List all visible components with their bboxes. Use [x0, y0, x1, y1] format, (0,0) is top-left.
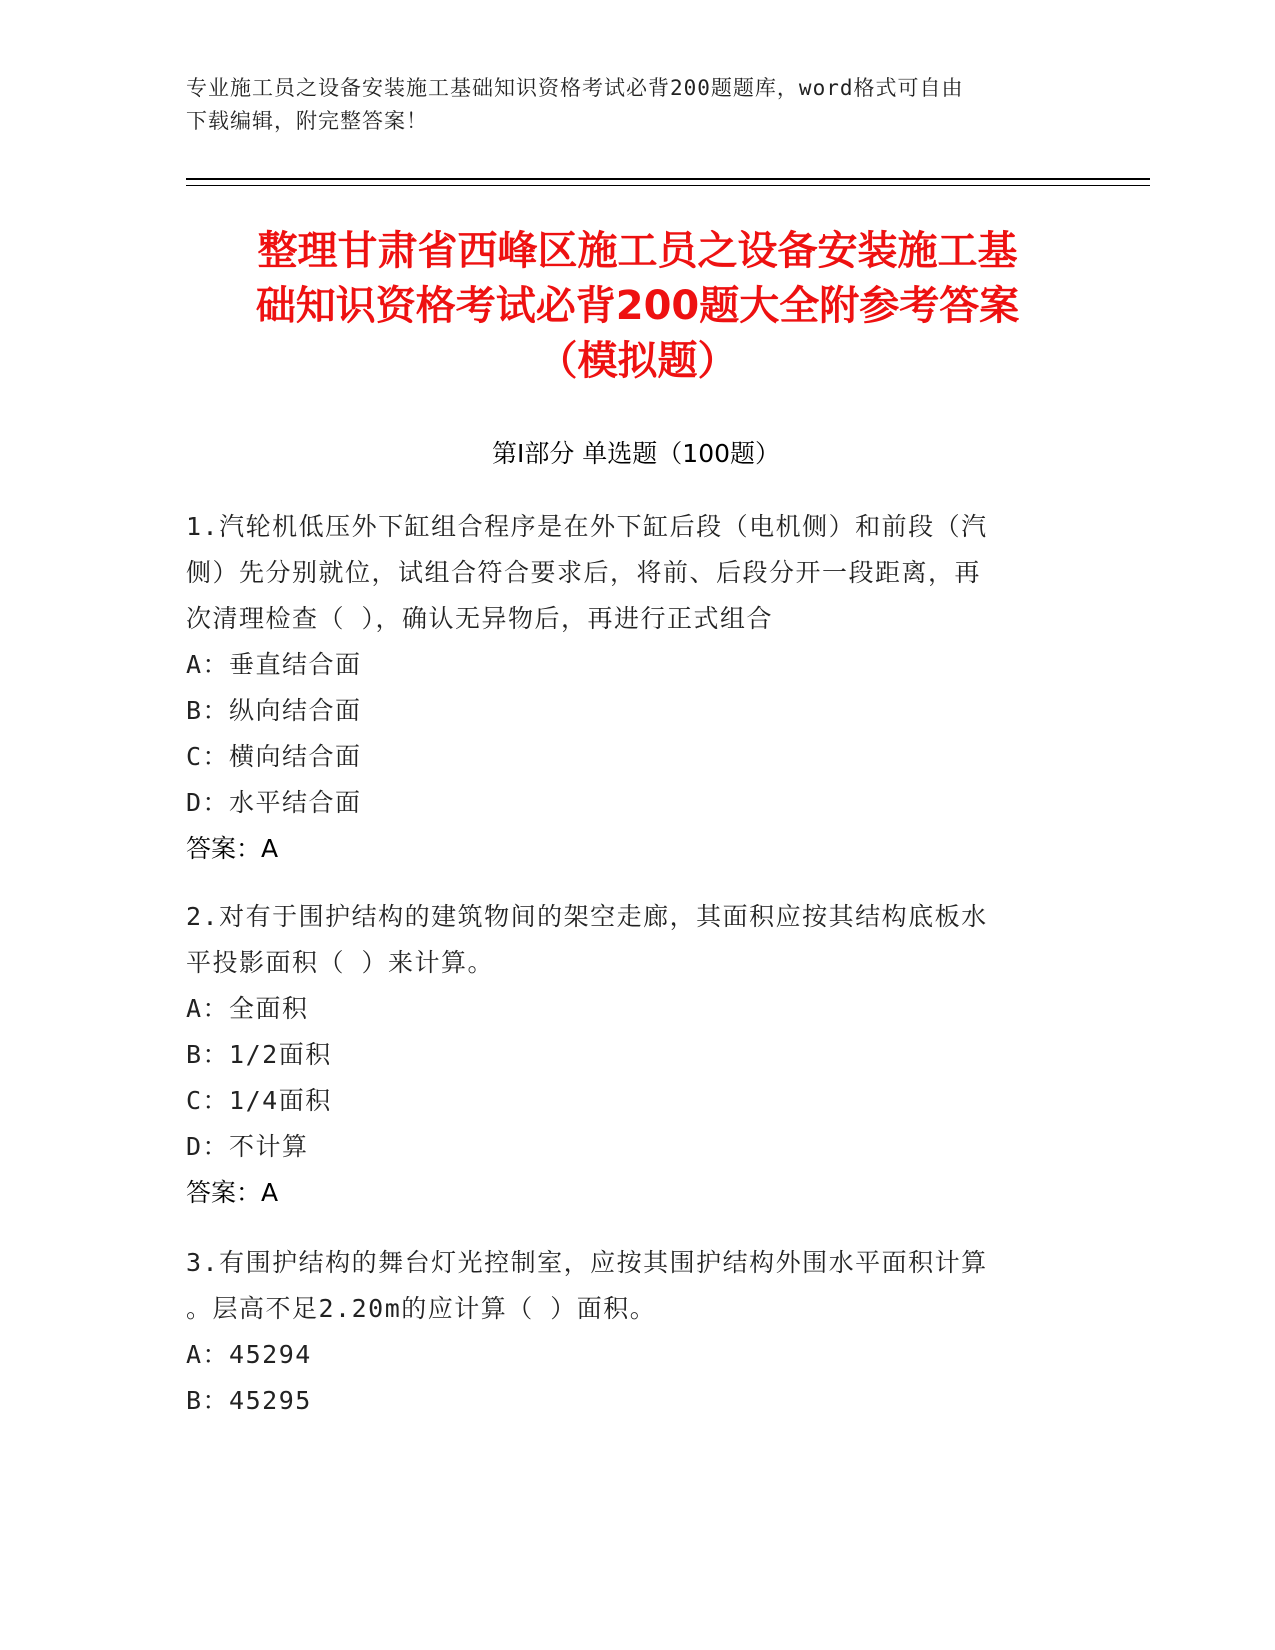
- option-a: A：全面积: [186, 994, 309, 1023]
- question-stem-line: 1.汽轮机低压外下缸组合程序是在外下缸后段（电机侧）和前段（汽: [186, 512, 988, 541]
- title-line: 整理甘肃省西峰区施工员之设备安装施工基: [257, 228, 1018, 274]
- header-note-line: 下载编辑，附完整答案！: [186, 109, 428, 133]
- section-title: 第Ⅰ部分 单选题（100题）: [491, 439, 781, 468]
- option-c: C：横向结合面: [186, 742, 362, 771]
- question-block-3: [186, 1240, 1066, 1424]
- header-note-line: 专业施工员之设备安装施工基础知识资格考试必背200题题库，word格式可自由: [186, 76, 964, 100]
- question-stem-line: 侧）先分别就位，试组合符合要求后，将前、后段分开一段距离，再: [186, 558, 982, 587]
- title-line: （模拟题）: [537, 338, 738, 384]
- question-stem-line: 3.有围护结构的舞台灯光控制室，应按其围护结构外围水平面积计算: [186, 1248, 988, 1277]
- question-block-1: [186, 504, 1066, 872]
- question-stem-line: 。层高不足2.20m的应计算（ ）面积。: [186, 1294, 657, 1323]
- question-stem-line: 次清理检查（ ），确认无异物后，再进行正式组合: [186, 604, 774, 633]
- option-c: C：1/4面积: [186, 1086, 332, 1115]
- document-title: [150, 224, 1125, 389]
- option-b: B：1/2面积: [186, 1040, 332, 1069]
- question-block-2: [186, 894, 1066, 1216]
- option-b: B：45295: [186, 1386, 312, 1415]
- header-divider-thin: [186, 185, 1150, 186]
- option-b: B：纵向结合面: [186, 696, 362, 725]
- option-a: A：垂直结合面: [186, 650, 362, 679]
- option-a: A：45294: [186, 1340, 312, 1369]
- question-stem-line: 2.对有于围护结构的建筑物间的架空走廊，其面积应按其结构底板水: [186, 902, 988, 931]
- option-d: D：不计算: [186, 1132, 309, 1161]
- title-line: 础知识资格考试必背200题大全附参考答案: [255, 283, 1020, 329]
- question-stem-line: 平投影面积（ ）来计算。: [186, 948, 495, 977]
- option-d: D：水平结合面: [186, 788, 362, 817]
- answer: 答案：A: [186, 1178, 279, 1207]
- header-divider-thick: [186, 178, 1150, 180]
- answer: 答案：A: [186, 834, 279, 863]
- header-note: [186, 72, 1066, 138]
